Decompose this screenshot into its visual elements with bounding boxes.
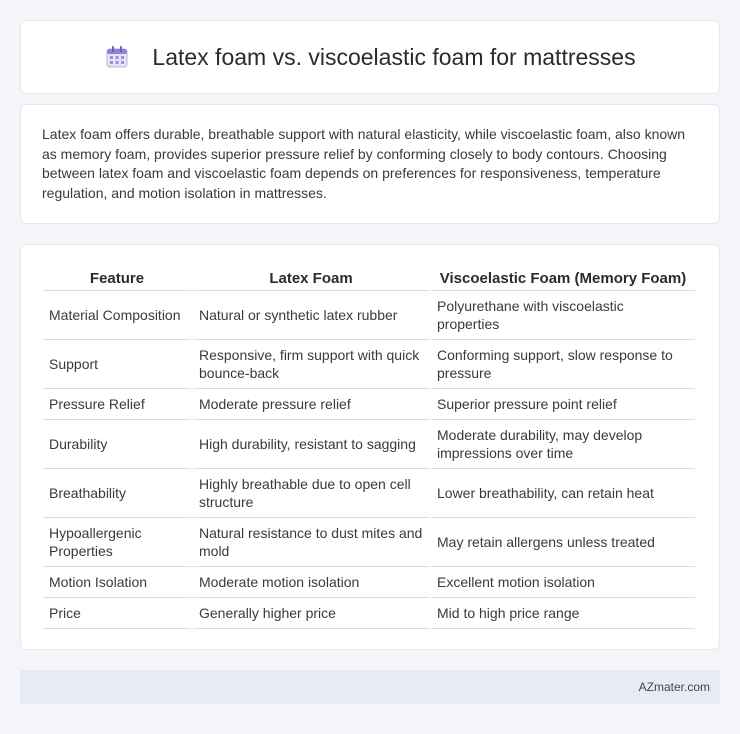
latex-cell: Natural or synthetic latex rubber	[193, 291, 429, 340]
viscoelastic-cell: May retain allergens unless treated	[431, 518, 695, 567]
viscoelastic-cell: Excellent motion isolation	[431, 567, 695, 598]
header-latex-foam: Latex Foam	[193, 265, 429, 291]
latex-cell: Moderate pressure relief	[193, 389, 429, 420]
viscoelastic-cell: Lower breathability, can retain heat	[431, 469, 695, 518]
table-row	[43, 598, 695, 629]
table-row	[43, 518, 695, 567]
intro-card	[20, 104, 720, 224]
table-row	[43, 389, 695, 420]
calendar-icon	[104, 44, 130, 70]
table-row	[43, 340, 695, 389]
feature-cell: Material Composition	[43, 291, 191, 340]
footer-brand[interactable]: AZmater.com	[638, 680, 710, 694]
feature-cell: Breathability	[43, 469, 191, 518]
page-title: Latex foam vs. viscoelastic foam for mattresses	[152, 43, 636, 70]
latex-cell: Natural resistance to dust mites and mold	[193, 518, 429, 567]
viscoelastic-cell: Polyurethane with viscoelastic properties	[431, 291, 695, 340]
feature-cell: Hypoallergenic Properties	[43, 518, 191, 567]
table-row	[43, 291, 695, 340]
footer-bar	[20, 670, 720, 704]
viscoelastic-cell: Conforming support, slow response to pressure	[431, 340, 695, 389]
latex-cell: Generally higher price	[193, 598, 429, 629]
feature-cell: Price	[43, 598, 191, 629]
latex-cell: Moderate motion isolation	[193, 567, 429, 598]
table-row	[43, 420, 695, 469]
feature-cell: Support	[43, 340, 191, 389]
header-feature: Feature	[43, 265, 191, 291]
intro-paragraph: Latex foam offers durable, breathable support with natural elasticity, while viscoelastic foam, also known as memory foam, provides superior pressure relief by conforming closely to body contours. Choosing between latex foam and viscoelastic foam depends on preferences for responsiveness, temperature regulation, and motion isolation in mattresses.	[42, 126, 686, 201]
title-card	[20, 20, 720, 94]
table-row	[43, 469, 695, 518]
latex-cell: Highly breathable due to open cell structure	[193, 469, 429, 518]
feature-cell: Durability	[43, 420, 191, 469]
viscoelastic-cell: Mid to high price range	[431, 598, 695, 629]
viscoelastic-cell: Moderate durability, may develop impressions over time	[431, 420, 695, 469]
table-header-row	[43, 265, 695, 291]
table-row	[43, 567, 695, 598]
comparison-table	[41, 265, 697, 629]
header-viscoelastic-foam: Viscoelastic Foam (Memory Foam)	[431, 265, 695, 291]
comparison-card	[20, 244, 720, 650]
feature-cell: Pressure Relief	[43, 389, 191, 420]
latex-cell: Responsive, firm support with quick bounce-back	[193, 340, 429, 389]
latex-cell: High durability, resistant to sagging	[193, 420, 429, 469]
viscoelastic-cell: Superior pressure point relief	[431, 389, 695, 420]
feature-cell: Motion Isolation	[43, 567, 191, 598]
